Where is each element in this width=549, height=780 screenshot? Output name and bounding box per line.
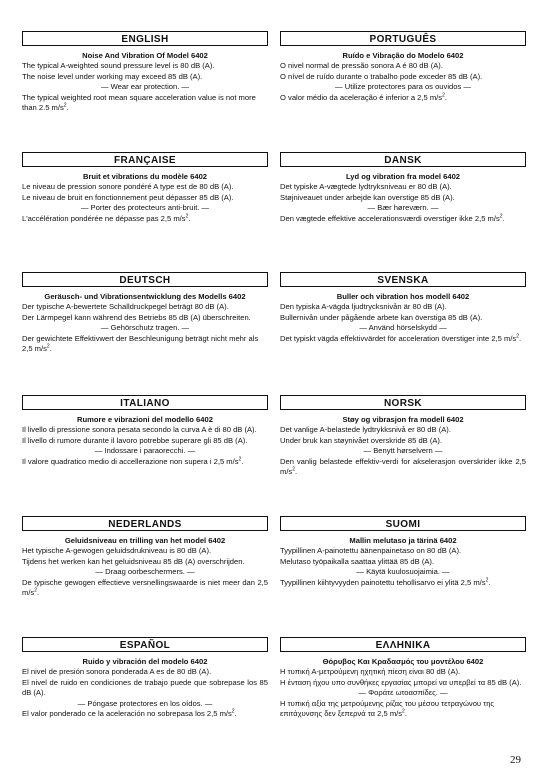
- noise-level-text: Tijdens het werken kan het geluidsniveau 85 dB (A) overschrijden.: [22, 556, 245, 566]
- acceleration-text: Det typiskt vägda effektivvärdet för acceleration överstiger inte 2,5 $m/s^2$.: [280, 333, 522, 343]
- acceleration-text: The typical weighted root mean square acceleration value is not more than 2.5 $m/s^2$.: [22, 92, 256, 113]
- section-title: Geräusch- und Vibrationsentwicklung des Modells 6402: [44, 292, 246, 301]
- language-heading: ΕΛΛΗΝΙΚΑ: [280, 637, 526, 652]
- section-title: Lyd og vibration fra model 6402: [345, 172, 461, 181]
- section-dansk: [280, 152, 526, 224]
- noise-level-text: Le niveau de bruit en fonctionnement peut dépasser 85 dB (A).: [22, 192, 234, 202]
- ear-protection-text: — Φοράτε ωτοασπίδες. —: [358, 688, 448, 698]
- ear-protection-text: — Draag oorbeschermers. —: [95, 567, 195, 577]
- page-number: 29: [510, 754, 521, 766]
- ear-protection-text: — Använd hörselskydd —: [359, 323, 447, 333]
- ear-protection-text: — Wear ear protection. —: [100, 82, 190, 92]
- section-title: Bruit et vibrations du modèle 6402: [82, 172, 208, 181]
- sound-pressure-text: O nivel normal de pressão sonora A é 80 dB (A).: [280, 61, 443, 70]
- section-title: Mallin melutaso ja tärinä 6402: [349, 536, 457, 545]
- ear-protection-text: — Utilize protectores para os ouvidos —: [335, 82, 471, 92]
- noise-level-text: El nivel de ruido en condiciones de trabajo puede que sobrepase los 85 dB (A).: [22, 677, 268, 698]
- section-nederlands: [22, 516, 268, 599]
- language-heading: ITALIANO: [22, 395, 268, 410]
- acceleration-text: El valor ponderado ce la aceleración no sobrepasa los 2,5 $m/s^2$.: [22, 708, 237, 719]
- noise-level-text: Melutaso työpaikalla saattaa ylittää 85 dB (A).: [280, 556, 435, 566]
- language-heading: NORSK: [280, 395, 526, 410]
- ear-protection-text: — Indossare i paraorecchi. —: [94, 446, 196, 456]
- acceleration-text: Der gewichtete Effektivwert der Beschleunigung beträgt nicht mehr als 2,5 $m/s^2$.: [22, 333, 259, 354]
- sound-pressure-text: The typical A-weighted sound pressure level is 80 dB (A).: [22, 61, 215, 70]
- noise-level-text: Il livello di rumore durante il lavoro potrebbe superare gli 85 dB (A).: [22, 435, 248, 445]
- language-heading: DANSK: [280, 152, 526, 167]
- sound-pressure-text: Den typiska A-vägda ljudtrycksnivån är 80 dB (A).: [280, 302, 447, 311]
- sound-pressure-text: El nivel de presión sonora ponderada A es de 80 dB (A).: [22, 667, 212, 676]
- section-italiano: [22, 395, 268, 467]
- section-title: Geluidsniveau en trilling van het model 6402: [64, 536, 226, 545]
- section-title: Støy og vibrasjon fra modell 6402: [342, 415, 464, 424]
- acceleration-text: L'accélération pondérée ne dépasse pas 2,5 $m/s^2$.: [22, 213, 191, 223]
- ear-protection-text: — Käytä kuulosuojaimia. —: [356, 567, 450, 577]
- section-svenska: [280, 272, 526, 344]
- ear-protection-text: — Porter des protecteurs anti-bruit. —: [80, 203, 210, 213]
- ear-protection-text: — Póngase protectores en los oídos. —: [77, 698, 213, 708]
- language-heading: PORTUGUÊS: [280, 31, 526, 46]
- acceleration-text: Den vanlig belastede effektiv-verdi for akselerasjon overskrider ikke 2,5 $m/s^2$.: [280, 456, 526, 477]
- sound-pressure-text: Tyypillinen A-painotettu äänenpainetaso on 80 dB (A).: [280, 546, 462, 555]
- section-english: [22, 31, 268, 114]
- noise-level-text: Η ένταση ήχου υπο συνθήκες εργασίας μπορεί να υπερβεί τα 85 dB (A).: [280, 677, 522, 687]
- sound-pressure-text: Het typische A-gewogen geluidsdrukniveau is 80 dB (A).: [22, 546, 212, 555]
- section-title: Ruído e Vibração do Modelo 6402: [342, 51, 464, 60]
- language-heading: NEDERLANDS: [22, 516, 268, 531]
- acceleration-text: Tyypillinen kiihtyvyyden painotettu tehollisarvo ei ylitä 2,5 $m/s^2$.: [280, 577, 491, 587]
- section-portugues: [280, 31, 526, 103]
- noise-level-text: Støjniveauet under arbejde kan overstige 85 dB (A).: [280, 192, 455, 202]
- section-title: Buller och vibration hos modell 6402: [336, 292, 470, 301]
- noise-level-text: O nível de ruído durante o trabalho pode exceder 85 dB (A).: [280, 71, 483, 81]
- section-ellinika: [280, 637, 526, 720]
- noise-level-text: Under bruk kan støynivået overskride 85 dB (A).: [280, 435, 443, 445]
- acceleration-text: Il valore quadratico medio di accellerazione non supera i 2,5 $m/s^2$.: [22, 456, 244, 466]
- language-heading: SUOMI: [280, 516, 526, 531]
- language-heading: DEUTSCH: [22, 272, 268, 287]
- acceleration-text: De typische gewogen effectieve versnellingswaarde is niet meer dan 2,5 $m/s^2$.: [22, 577, 268, 598]
- sound-pressure-text: Le niveau de pression sonore pondéré A type est de 80 dB (A).: [22, 182, 234, 191]
- section-title: Θόρυβος Και Κραδασμός του μοντέλου 6402: [322, 657, 484, 666]
- sound-pressure-text: Det typiske A-vægtede lydtryksniveau er 80 dB (A).: [280, 182, 452, 191]
- noise-level-text: Bullernivån under pågående arbete kan överstiga 85 dB (A).: [280, 312, 483, 322]
- acceleration-text: Den vægtede effektive accelerationsværdi overstiger ikke 2,5 $m/s^2$.: [280, 213, 505, 223]
- section-deutsch: [22, 272, 268, 355]
- acceleration-text: Η τυπική αξία της μετρούμενης ρίζας του μέσου τετραγώνου της επιτάχυνσης δεν ξεπερνά τα 2,5 $m/s^2$.: [280, 698, 495, 719]
- language-heading: SVENSKA: [280, 272, 526, 287]
- language-heading: FRANÇAISE: [22, 152, 268, 167]
- sound-pressure-text: Det vanlige A-belastede lydtrykksnivå er 80 dB (A).: [280, 425, 451, 434]
- section-francaise: [22, 152, 268, 224]
- section-title: Rumore e vibrazioni del modello 6402: [77, 415, 213, 424]
- ear-protection-text: — Bær høreværn. —: [367, 203, 439, 213]
- section-suomi: [280, 516, 526, 588]
- sound-pressure-text: Η τυπική Α-μετρούμενη ηχητική πίεση είναι 80 dB (A).: [280, 667, 461, 676]
- section-espanol: [22, 637, 268, 720]
- language-heading: ESPAÑOL: [22, 637, 268, 652]
- ear-protection-text: — Gehörschutz tragen. —: [100, 323, 190, 333]
- noise-level-text: Der Lärmpegel kann während des Betriebs 85 dB (A) überschreiten.: [22, 312, 251, 322]
- section-title: Noise And Vibration Of Model 6402: [82, 51, 208, 60]
- language-heading: ENGLISH: [22, 31, 268, 46]
- section-norsk: [280, 395, 526, 478]
- section-title: Ruido y vibración del modelo 6402: [82, 657, 208, 666]
- noise-level-text: The noise level under working may exceed 85 dB (A).: [22, 71, 203, 81]
- ear-protection-text: — Benytt hørselvern —: [363, 446, 443, 456]
- sound-pressure-text: Il livello di pressione sonora pesata secondo la curva A è di 80 dB (A).: [22, 425, 257, 434]
- sound-pressure-text: Der typische A-bewertete Schalldruckpegel beträgt 80 dB (A).: [22, 302, 229, 311]
- acceleration-text: O valor médio da aceleração é inferior a 2,5 $m/s^2$.: [280, 92, 447, 102]
